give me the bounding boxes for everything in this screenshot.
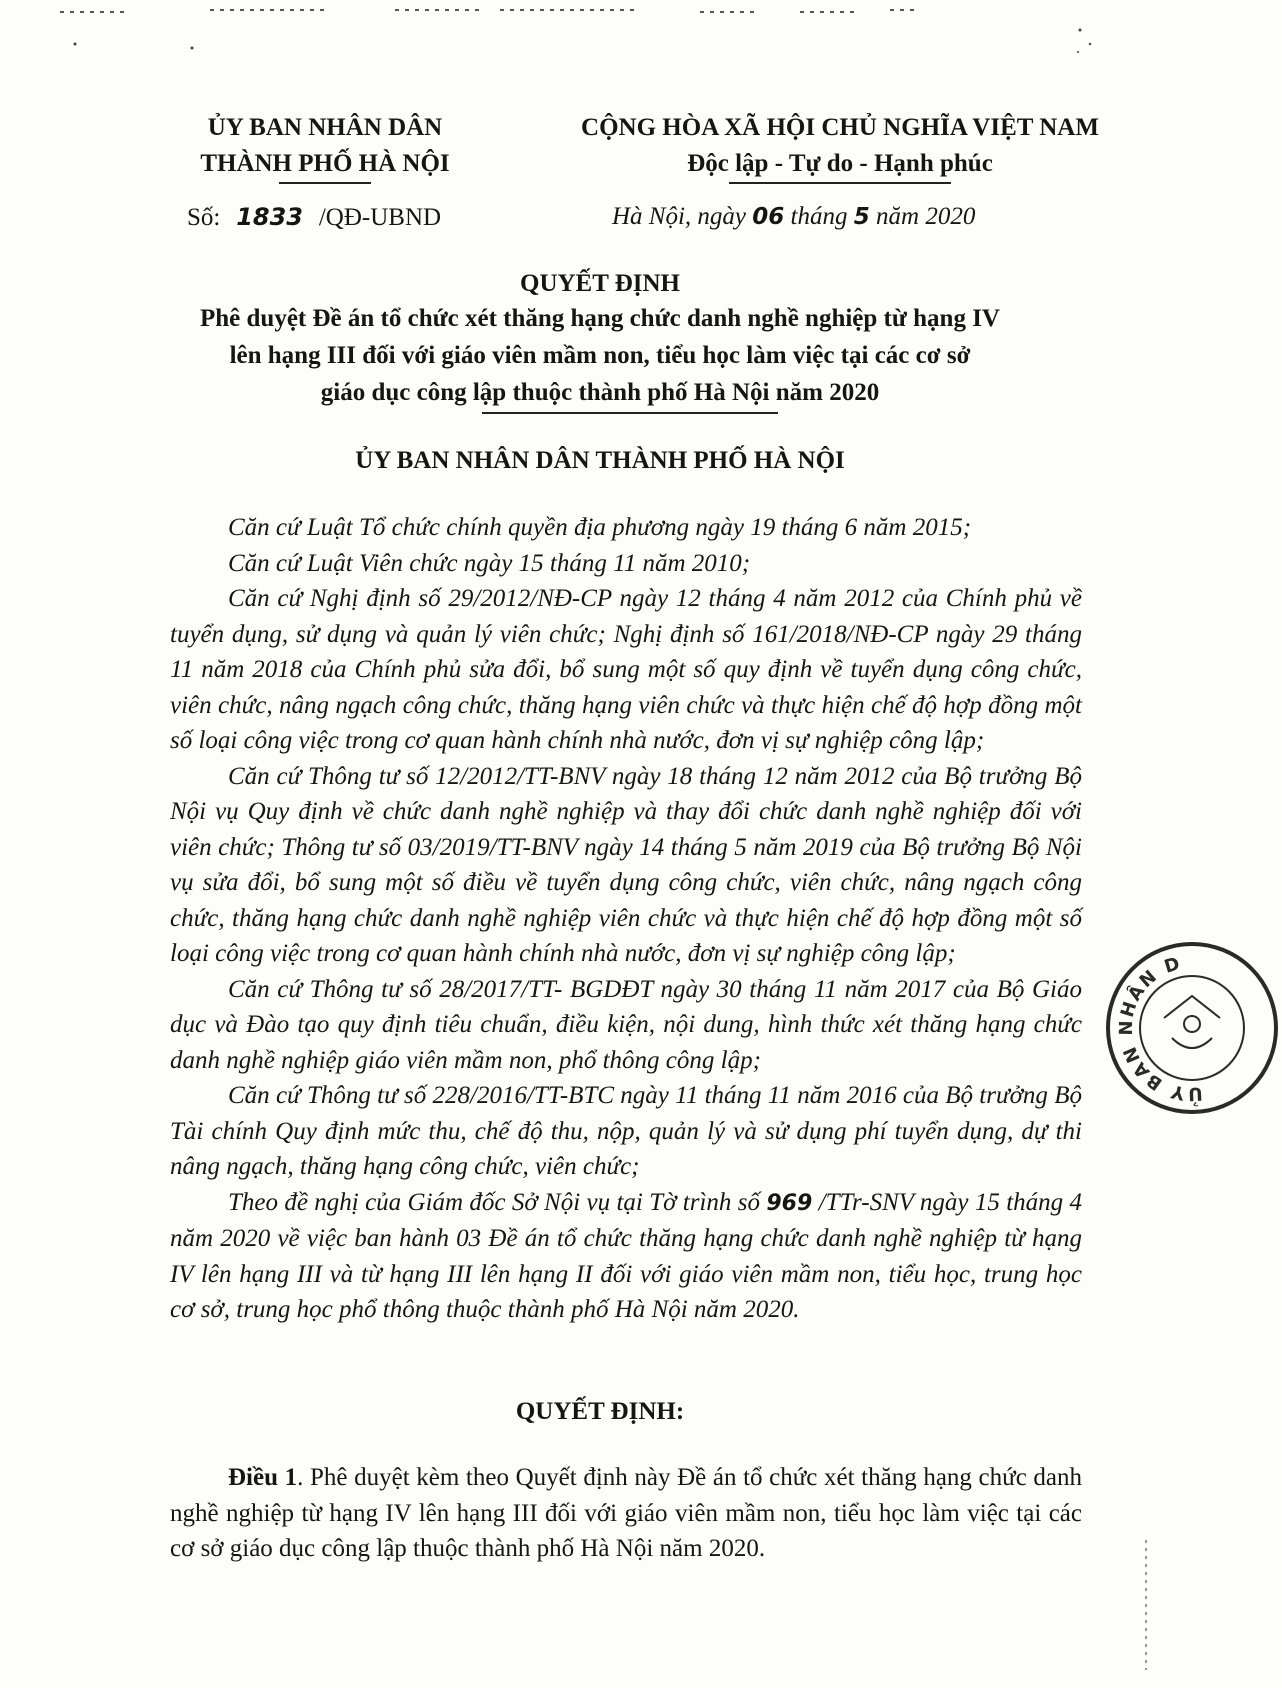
scan-edge-marks	[1144, 1540, 1148, 1670]
issuer-heading: ỦY BAN NHÂN DÂN THÀNH PHỐ HÀ NỘI	[355, 447, 845, 474]
decision-section-heading: QUYẾT ĐỊNH:	[515, 1398, 685, 1425]
authority-underline	[279, 182, 371, 184]
authority-line-2: THÀNH PHỐ HÀ NỘI	[200, 150, 450, 177]
national-motto: Độc lập - Tự do - Hạnh phúc	[687, 150, 993, 177]
decision-title: QUYẾT ĐỊNH	[520, 270, 680, 297]
legal-basis-item: Căn cứ Nghị định số 29/2012/NĐ-CP ngày 12 tháng 4 năm 2012 của Chính phủ về tuyển dụng, sử dụng và quản lý viên chức; Nghị định số 161/2018/NĐ-CP ngày 29 tháng 11 năm 2018 của Chính phủ sửa đổi, bổ sung một số quy định về tuyển dụng công chức, viên chức, nâng ngạch công chức, thăng hạng viên chức và thực hiện chế độ hợp đồng một số loại công việc trong cơ quan hành chính nhà nước, đơn vị sự nghiệp công lập;	[170, 585, 1082, 754]
legal-basis-section	[170, 510, 1082, 1328]
title-divider	[482, 412, 778, 414]
date-month-handwritten: 5	[853, 204, 870, 230]
proposal-number-handwritten: 969	[766, 1190, 813, 1216]
legal-basis-item: Căn cứ Luật Viên chức ngày 15 tháng 11 năm 2010;	[228, 549, 751, 577]
scan-noise-marks	[0, 0, 1192, 60]
authority-line-1: ỦY BAN NHÂN DÂN	[207, 114, 443, 141]
issuing-authority-header	[155, 110, 495, 184]
article-1-paragraph	[170, 1460, 1082, 1567]
document-number	[187, 203, 441, 232]
decision-title-block	[140, 268, 1060, 411]
date-part-2: tháng	[784, 203, 854, 230]
legal-basis-item: Căn cứ Thông tư số 12/2012/TT-BNV ngày 18 tháng 12 năm 2012 của Bộ trưởng Bộ Nội vụ Quy định về chức danh nghề nghiệp và thay đổi chức danh nghề nghiệp đối với viên chức; Thông tư số 03/2019/TT-BNV ngày 14 tháng 5 năm 2019 của Bộ trưởng Bộ Nội vụ sửa đổi, bổ sung một số điều về tuyển dụng công chức, viên chức, nâng ngạch công chức, thăng hạng chức danh nghề nghiệp viên chức và thực hiện chế độ hợp đồng một số loại công việc trong cơ quan hành chính nhà nước, đơn vị sự nghiệp công lập;	[170, 762, 1082, 967]
decision-subject-line-1: Phê duyệt Đề án tổ chức xét thăng hạng chức danh nghề nghiệp từ hạng IV	[200, 305, 1000, 332]
proposal-text-before: Theo đề nghị của Giám đốc Sở Nội vụ tại Tờ trình số	[228, 1188, 767, 1216]
decision-subject-line-2: lên hạng III đối với giáo viên mầm non, tiểu học làm việc tại các cơ sở	[229, 342, 971, 369]
country-name: CỘNG HÒA XÃ HỘI CHỦ NGHĨA VIỆT NAM	[581, 114, 1099, 141]
seal-lettering: ỦY BAN NHÂN DÂN	[1115, 952, 1204, 1105]
article-1	[170, 1460, 1082, 1567]
national-motto-header	[540, 110, 1140, 184]
doc-number-handwritten: 1833	[236, 203, 303, 231]
official-seal-stamp	[1102, 938, 1282, 1118]
article-1-label: Điều 1	[228, 1464, 298, 1491]
proposal-text-after: /TTr-SNV ngày 15 tháng 4 năm 2020 về việc ban hành 03 Đề án tổ chức thăng hạng chức danh nghề nghiệp từ hạng IV lên hạng III và từ hạng III lên hạng II đối với giáo viên mầm non, tiểu học, trung học cơ sở, trung học phổ thông thuộc thành phố Hà Nội năm 2020.	[170, 1188, 1082, 1323]
date-part-3: năm 2020	[869, 203, 976, 230]
document-date	[612, 203, 975, 231]
proposal-paragraph	[170, 1185, 1082, 1328]
decision-subject-line-3: giáo dục công lập thuộc thành phố Hà Nội năm 2020	[320, 379, 880, 406]
legal-basis-item: Căn cứ Thông tư số 228/2016/TT-BTC ngày 11 tháng 11 năm 2016 của Bộ trưởng Bộ Tài chính Quy định mức thu, chế độ thu, nộp, quản lý và sử dụng phí tuyển dụng, dự thi nâng ngạch, thăng hạng công chức, viên chức;	[170, 1082, 1082, 1180]
article-1-text: . Phê duyệt kèm theo Quyết định này Đề án tổ chức xét thăng hạng chức danh nghề nghiệp từ hạng IV lên hạng III đối với giáo viên mầm non, tiểu học làm việc tại các cơ sở giáo dục công lập thuộc thành phố Hà Nội năm 2020.	[170, 1464, 1083, 1562]
date-day-handwritten: 06	[752, 204, 785, 230]
doc-number-prefix: Số:	[187, 204, 227, 231]
motto-underline	[729, 182, 951, 184]
date-part-1: Hà Nội, ngày	[612, 203, 753, 230]
doc-number-suffix: /QĐ-UBND	[312, 204, 442, 231]
svg-text:ỦY BAN NHÂN DÂN THÀNH	[1102, 952, 1211, 1118]
legal-basis-item: Căn cứ Luật Tổ chức chính quyền địa phương ngày 19 tháng 6 năm 2015;	[228, 514, 972, 541]
legal-basis-item: Căn cứ Thông tư số 28/2017/TT- BGDĐT ngày 30 tháng 11 năm 2017 của Bộ Giáo dục và Đào tạo quy định tiêu chuẩn, điều kiện, nội dung, hình thức xét thăng hạng chức danh nghề nghiệp giáo viên mầm non, phổ thông công lập;	[170, 975, 1082, 1074]
